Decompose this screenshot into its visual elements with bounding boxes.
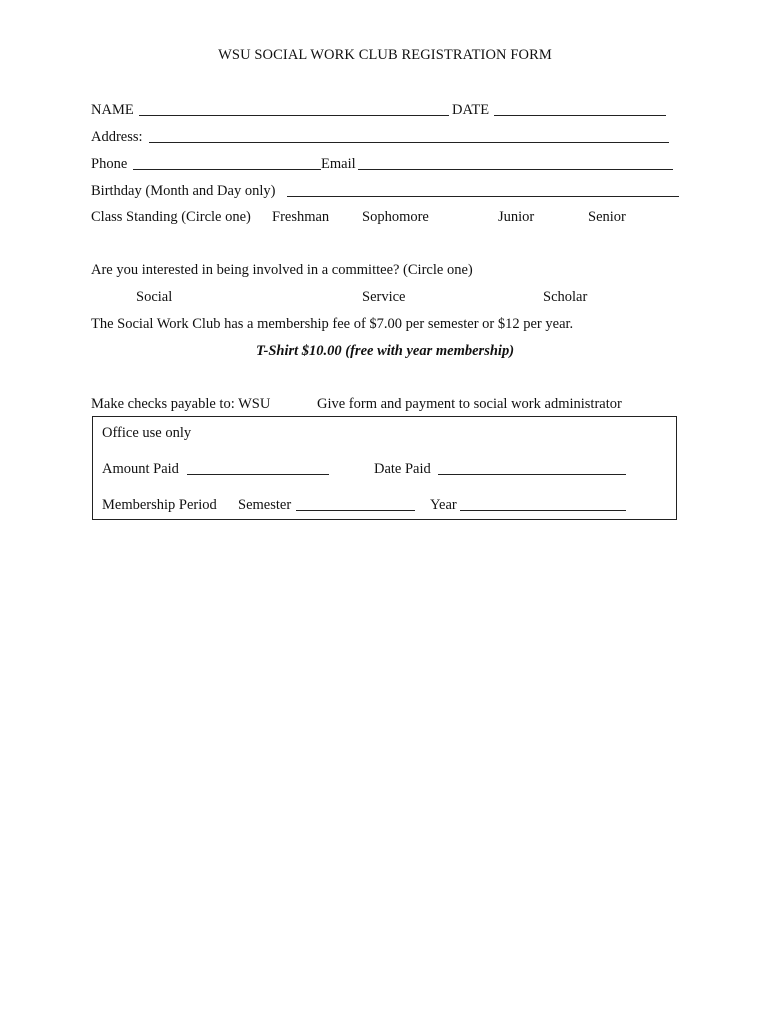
amount-paid-field[interactable] bbox=[187, 474, 329, 475]
semester-label: Semester bbox=[238, 497, 292, 513]
date-label: DATE bbox=[452, 102, 490, 118]
checks-payable-text: Make checks payable to: WSU bbox=[91, 396, 271, 412]
membership-period-row bbox=[102, 495, 662, 515]
fee-text: The Social Work Club has a membership fee of $7.00 per semester or $12 per year. bbox=[91, 316, 574, 332]
give-form-text: Give form and payment to social work administrator bbox=[317, 396, 622, 412]
membership-period-label: Membership Period bbox=[102, 497, 217, 513]
phone-label: Phone bbox=[91, 156, 128, 172]
email-field[interactable] bbox=[358, 169, 673, 170]
amount-date-paid-row bbox=[102, 459, 662, 479]
name-label: NAME bbox=[91, 102, 134, 118]
class-standing-row bbox=[91, 207, 691, 227]
office-heading-row bbox=[102, 423, 662, 443]
fee-row bbox=[91, 314, 691, 334]
office-use-heading: Office use only bbox=[102, 425, 192, 441]
date-paid-field[interactable] bbox=[438, 474, 626, 475]
committee-question: Are you interested in being involved in a committee? (Circle one) bbox=[91, 262, 473, 278]
semester-field[interactable] bbox=[296, 510, 415, 511]
phone-email-row bbox=[91, 154, 691, 174]
class-option-freshman[interactable]: Freshman bbox=[272, 209, 330, 225]
committee-option-service[interactable]: Service bbox=[362, 289, 406, 305]
office-use-box bbox=[92, 416, 677, 520]
date-paid-label: Date Paid bbox=[374, 461, 431, 477]
checks-row bbox=[91, 394, 691, 414]
address-row bbox=[91, 127, 691, 147]
year-field[interactable] bbox=[460, 510, 626, 511]
name-field[interactable] bbox=[139, 115, 449, 116]
birthday-field[interactable] bbox=[287, 196, 679, 197]
class-option-junior[interactable]: Junior bbox=[498, 209, 535, 225]
date-field[interactable] bbox=[494, 115, 666, 116]
committee-options-row bbox=[91, 287, 691, 307]
address-label: Address: bbox=[91, 129, 143, 145]
committee-option-scholar[interactable]: Scholar bbox=[543, 289, 588, 305]
email-label: Email bbox=[321, 156, 356, 172]
form-title: WSU SOCIAL WORK CLUB REGISTRATION FORM bbox=[218, 47, 552, 63]
committee-option-social[interactable]: Social bbox=[136, 289, 173, 305]
amount-paid-label: Amount Paid bbox=[102, 461, 179, 477]
address-field[interactable] bbox=[149, 142, 669, 143]
class-option-senior[interactable]: Senior bbox=[588, 209, 626, 225]
committee-question-row bbox=[91, 260, 691, 280]
class-option-sophomore[interactable]: Sophomore bbox=[362, 209, 429, 225]
class-standing-label: Class Standing (Circle one) bbox=[91, 209, 251, 225]
birthday-label: Birthday (Month and Day only) bbox=[91, 183, 276, 199]
tshirt-text: T-Shirt $10.00 (free with year membership) bbox=[255, 343, 515, 359]
name-date-row bbox=[91, 100, 691, 120]
phone-field[interactable] bbox=[133, 169, 321, 170]
year-label: Year bbox=[430, 497, 457, 513]
birthday-row bbox=[91, 181, 691, 201]
